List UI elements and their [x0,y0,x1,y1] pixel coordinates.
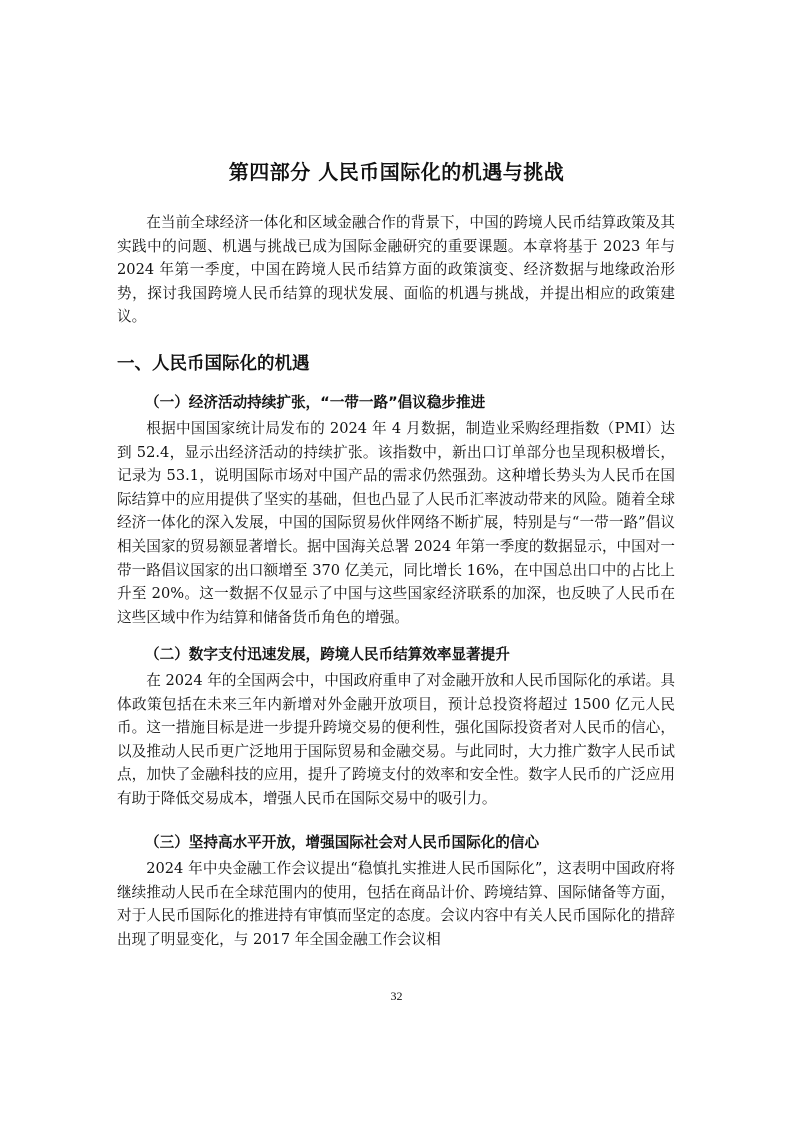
page-title: 第四部分 人民币国际化的机遇与挑战 [228,160,565,184]
section-heading: 一、人民币国际化的机遇 [117,354,310,374]
subsection-heading-1: （一）经济活动持续扩张，“一带一路”倡议稳步推进 [145,394,486,411]
intro-paragraph: 在当前全球经济一体化和区域金融合作的背景下，中国的跨境人民币结算政策及其实践中的问题、机遇与挑战已成为国际金融研究的重要课题。本章将基于 2023 年与 2024 年第一季度，中国在跨境人民币结算方面的政策演变、经济数据与地缘政治形势，探讨我国跨境人民币结算的现状发展、面临的机遇与挑战，并提出相应的政策建议。 [117,214,675,326]
subsection-body-3: 2024 年中央金融工作会议提出“稳慎扎实推进人民币国际化”，这表明中国政府将继续推动人民币在全球范围内的使用，包括在商品计价、跨境结算、国际储备等方面，对于人民币国际化的推进持有审慎而坚定的态度。会议内容中有关人民币国际化的措辞出现了明显变化，与 2017 年全国金融工作会议相 [117,860,675,948]
page-number: 32 [390,989,403,1003]
subsection-body-2: 在 2024 年的全国两会中，中国政府重申了对金融开放和人民币国际化的承诺。具体政策包括在未来三年内新增对外金融开放项目，预计总投资将超过 1500 亿元人民币。这一措施目标是进一步提升跨境交易的便利性，强化国际投资者对人民币的信心，以及推动人民币更广泛地用于国际贸易和金融交易。与此同时，大力推广数字人民币试点，加快了金融科技的应用，提升了跨境支付的效率和安全性。数字人民币的广泛应用有助于降低交易成本，增强人民币在国际交易中的吸引力。 [117,672,675,807]
subsection-heading-2: （二）数字支付迅速发展，跨境人民币结算效率显著提升 [145,646,510,663]
subsection-body-1: 根据中国国家统计局发布的 2024 年 4 月数据，制造业采购经理指数（PMI）达到 52.4，显示出经济活动的持续扩张。该指数中，新出口订单部分也呈现积极增长，记录为 53.1，说明国际市场对中国产品的需求仍然强劲。这种增长势头为人民币在国际结算中的应用提供了坚实的基础，但也凸显了人民币汇率波动带来的风险。随着全球经济一体化的深入发展，中国的国际贸易伙伴网络不断扩展，特别是与“一带一路”倡议相关国家的贸易额显著增长。据中国海关总署 2024 年第一季度的数据显示，中国对一带一路倡议国家的出口额增至 370 亿美元，同比增长 16%，在中国总出口中的占比上升至 20%。这一数据不仅显示了中国与这些国家经济联系的加深，也反映了人民币在这些区域中作为结算和储备货币角色的增强。 [117,420,675,626]
subsection-heading-3: （三）坚持高水平开放，增强国际社会对人民币国际化的信心 [145,834,540,851]
